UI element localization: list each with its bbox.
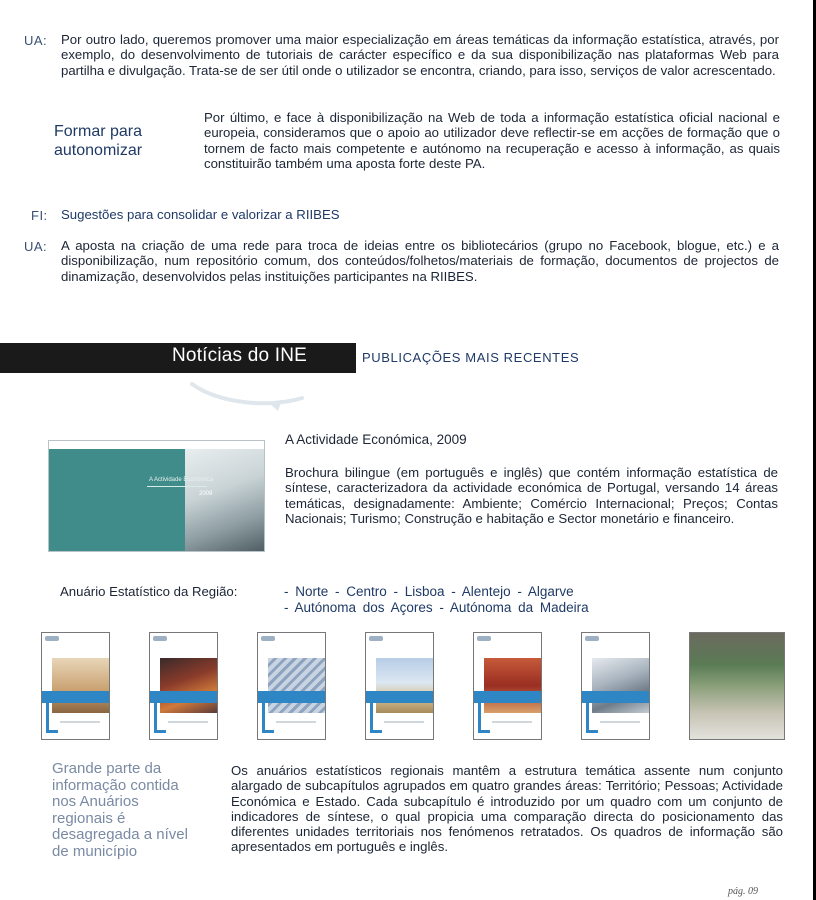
banner-subtitle: PUBLICAÇÕES MAIS RECENTES	[362, 350, 580, 365]
cover-foot	[60, 721, 100, 723]
regional-cover-algarve	[473, 632, 542, 740]
regional-cover-acores	[581, 632, 650, 740]
regions-line-1: - Norte - Centro - Lisboa - Alentejo - Algarve	[284, 584, 574, 599]
page-number: pág. 09	[728, 886, 758, 897]
cover-hook	[586, 699, 598, 733]
ua-paragraph-1: Por outro lado, queremos promover uma maior especialização em áreas temáticas da informação estatística, através, por exemplo, do desenvolvimento de tutoriais de carácter específico e da sua disponibilização nas plataformas Web para partilha e divulgação. Trata-se de ser útil onde o utilizador se encontra, criando, para isso, serviços de valor acrescentado.	[61, 32, 779, 78]
cover-top-band	[49, 441, 265, 449]
cover-logo	[369, 636, 383, 641]
cover-logo	[153, 636, 167, 641]
cover-image	[592, 658, 649, 713]
cover-hook	[370, 699, 382, 733]
regional-cover-madeira	[689, 632, 785, 740]
publication-cover	[48, 440, 265, 552]
anuario-label: Anuário Estatístico da Região:	[60, 584, 238, 599]
cover-year: 2009	[199, 491, 213, 497]
cover-image	[52, 658, 109, 713]
fi-label: FI:	[31, 208, 48, 223]
cover-image	[376, 658, 433, 713]
cover-teal-panel	[49, 449, 185, 552]
cover-foot	[492, 721, 532, 723]
cover-hook	[478, 699, 490, 733]
ua-label: UA:	[24, 33, 48, 48]
cover-title: A Actividade Económica	[149, 477, 214, 483]
heading-line-2: autonomizar	[54, 142, 143, 159]
cover-hook	[262, 699, 274, 733]
fi-heading: Sugestões para consolidar e valorizar a RIIBES	[61, 207, 340, 222]
speech-bubble-swoosh-icon	[190, 378, 330, 412]
cover-hook	[154, 699, 166, 733]
cover-logo	[261, 636, 275, 641]
cover-hook	[46, 699, 58, 733]
regions-line-2: - Autónoma dos Açores - Autónoma da Madeira	[284, 600, 589, 615]
cover-foot	[276, 721, 316, 723]
ua-label: UA:	[24, 239, 48, 254]
banner-title: Notícias do INE	[172, 345, 307, 366]
regional-cover-centro	[149, 632, 218, 740]
closing-paragraph: Os anuários estatísticos regionais mantêm a estrutura temática assente num conjunto alargado de subcapítulos agrupados em quatro grandes áreas: Território; Pessoas; Actividade Económica e Estado. Cada subcapítulo é introduzido por um quadro com um conjunto de indicadores de síntese, o qual propicia uma comparação directa do posicionamento das diferentes unidades territoriais nos fenómenos retratados. Os quadros de informação são apresentados em português e inglês.	[231, 763, 783, 855]
cover-foot	[384, 721, 424, 723]
cover-photo	[185, 449, 265, 552]
cover-logo	[477, 636, 491, 641]
regional-cover-alentejo	[365, 632, 434, 740]
cover-image	[484, 658, 541, 713]
formar-paragraph: Por último, e face à disponibilização na Web de toda a informação estatística oficial nacional e europeia, consideramos que o apoio ao utilizador deve reflectir-se em acções de formação que o tornem de facto mais competente e autónomo na recuperação e acesso à informação, as quais constituirão também uma aposta forte deste PA.	[204, 110, 780, 171]
aside-note: Grande parte da informação contida nos Anuários regionais é desagregada a nível de município	[52, 760, 188, 860]
ua-paragraph-2: A aposta na criação de uma rede para troca de ideias entre os bibliotecários (grupo no Facebook, blogue, etc.) e a disponibilização, num repositório comum, dos conteúdos/folhetos/materiais de formação, documentos de projectos de dinamização, desenvolvidos pelas instituições participantes na RIIBES.	[61, 238, 779, 284]
cover-divider	[147, 486, 207, 487]
section-heading-formar	[54, 122, 142, 160]
regional-cover-lisboa	[257, 632, 326, 740]
heading-line-1: Formar para	[54, 123, 143, 140]
publication-description: Brochura bilingue (em português e inglês) que contém informação estatística de síntese, caracterizadora da actividade económica de Portugal, versando 14 áreas temáticas, designadamente: Ambiente; Comércio Internacional; Preços; Contas Nacionais; Turismo; Construção e habitação e Sector monetário e financeiro.	[285, 465, 778, 526]
cover-logo	[585, 636, 599, 641]
cover-logo	[45, 636, 59, 641]
cover-foot	[168, 721, 208, 723]
cover-image	[160, 658, 217, 713]
publication-title: A Actividade Económica, 2009	[285, 432, 467, 447]
regional-cover-norte	[41, 632, 110, 740]
cover-foot	[600, 721, 640, 723]
cover-image	[268, 658, 325, 713]
